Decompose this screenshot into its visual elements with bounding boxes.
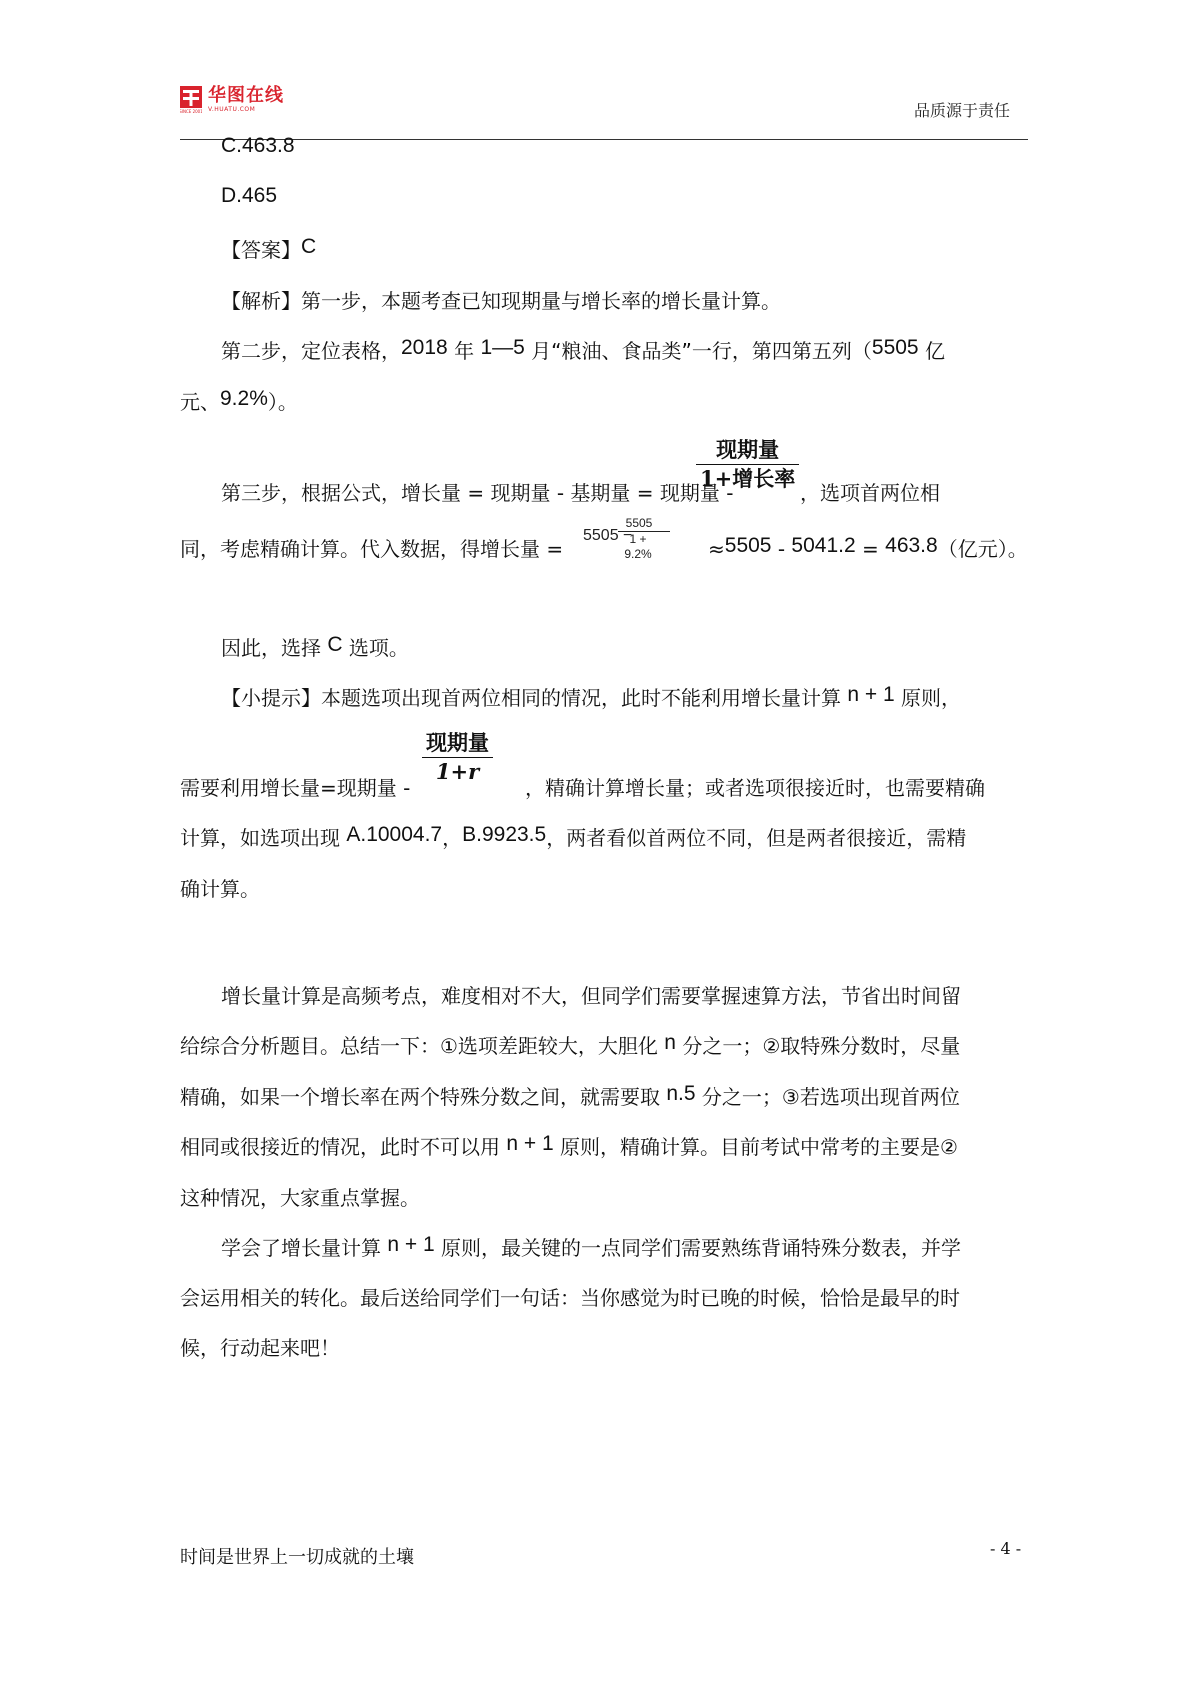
option-d: D.465 [221,184,278,207]
analysis-line-4b: ，选项首两位相 [800,481,940,505]
tip-formula-fraction [422,729,493,786]
summary-p1-line-3: 精确，如果一个增长率在两个特殊分数之间，就需要取 n.5 分之一；③若选项出现首两位 [180,1082,960,1109]
calc-fraction [600,516,660,562]
answer-label: 【答案】 [221,238,301,262]
calc-numerator: 5505 [625,516,653,530]
logo-url: V.HUATU.COM [208,106,256,113]
logo-text [208,86,284,114]
analysis-line-1: 【解析】第一步，本题考查已知现期量与增长率的增长量计算。 [221,289,781,313]
huatu-logo [180,86,284,120]
summary-p1-line-4: 相同或很接近的情况，此时不可以用 n + 1 原则，精确计算。目前考试中常考的主要是② [180,1132,958,1159]
huatu-logo-icon [180,86,202,114]
analysis-conclusion: 因此，选择 C 选项。 [221,633,409,660]
header-slogan: 品质源于责任 [913,101,1010,120]
analysis-line-4a: 第三步，根据公式，增长量 = 现期量 - 基期量 = 现期量 - [221,481,734,505]
tip-line-2b: ，精确计算增长量；或者选项很接近时，也需要精确 [525,776,985,800]
calc-result: ≈5505 - 5041.2 = 463.8（亿元）。 [708,534,1028,561]
tip-line-2a: 需要利用增长量=现期量 - [180,776,411,800]
tip-line-1: 【小提示】本题选项出现首两位相同的情况，此时不能利用增长量计算 n + 1 原则， [221,683,962,710]
page-number: - 4 - [990,1539,1022,1558]
tip-formula-numerator: 现期量 [426,730,489,755]
summary-p2-line-2: 会运用相关的转化。最后送给同学们一句话：当你感觉为时已晚的时候，恰恰是最早的时 [180,1286,960,1310]
answer-value: C [301,235,317,258]
analysis-line-3: 元、9.2%）。 [180,387,298,414]
header-divider [180,139,1028,140]
logo-since-text: SINCE 2001 [180,109,202,114]
summary-p2-line-1: 学会了增长量计算 n + 1 原则，最关键的一点同学们需要熟练背诵特殊分数表，并学 [221,1233,962,1260]
formula-numerator: 现期量 [716,437,780,462]
logo-name: 华图在线 [208,85,284,106]
summary-p1-line-2: 给综合分析题目。总结一下：①选项差距较大，大胆化 n 分之一；②取特殊分数时，尽量 [180,1031,961,1058]
option-c: C.463.8 [221,134,295,157]
tip-formula-denominator: 1+r [435,759,480,784]
calc-lead: 5505 − [583,527,633,544]
summary-p1-line-1: 增长量计算是高频考点，难度相对不大，但同学们需要掌握速算方法，节省出时间留 [221,984,961,1008]
tip-line-4: 确计算。 [180,877,260,901]
tip-line-3: 计算，如选项出现 A.10004.7，B.9923.5，两者看似首两位不同，但是两者很接近，需精 [180,823,967,850]
summary-p1-line-5: 这种情况，大家重点掌握。 [180,1186,420,1210]
footer-motto: 时间是世界上一切成就的土壤 [180,1547,414,1568]
summary-p2-line-3: 候，行动起来吧！ [180,1336,340,1360]
analysis-line-5a: 同，考虑精确计算。代入数据，得增长量 = [180,537,564,561]
formula-denominator: 1+增长率 [700,466,796,491]
answer-line [221,236,316,265]
analysis-line-2: 第二步，定位表格，2018 年 1—5 月“粮油、食品类”一行，第四第五列（5505 亿 [221,336,945,363]
calc-denominator: 1 + 9.2% [624,532,652,561]
page-header [180,86,1028,138]
